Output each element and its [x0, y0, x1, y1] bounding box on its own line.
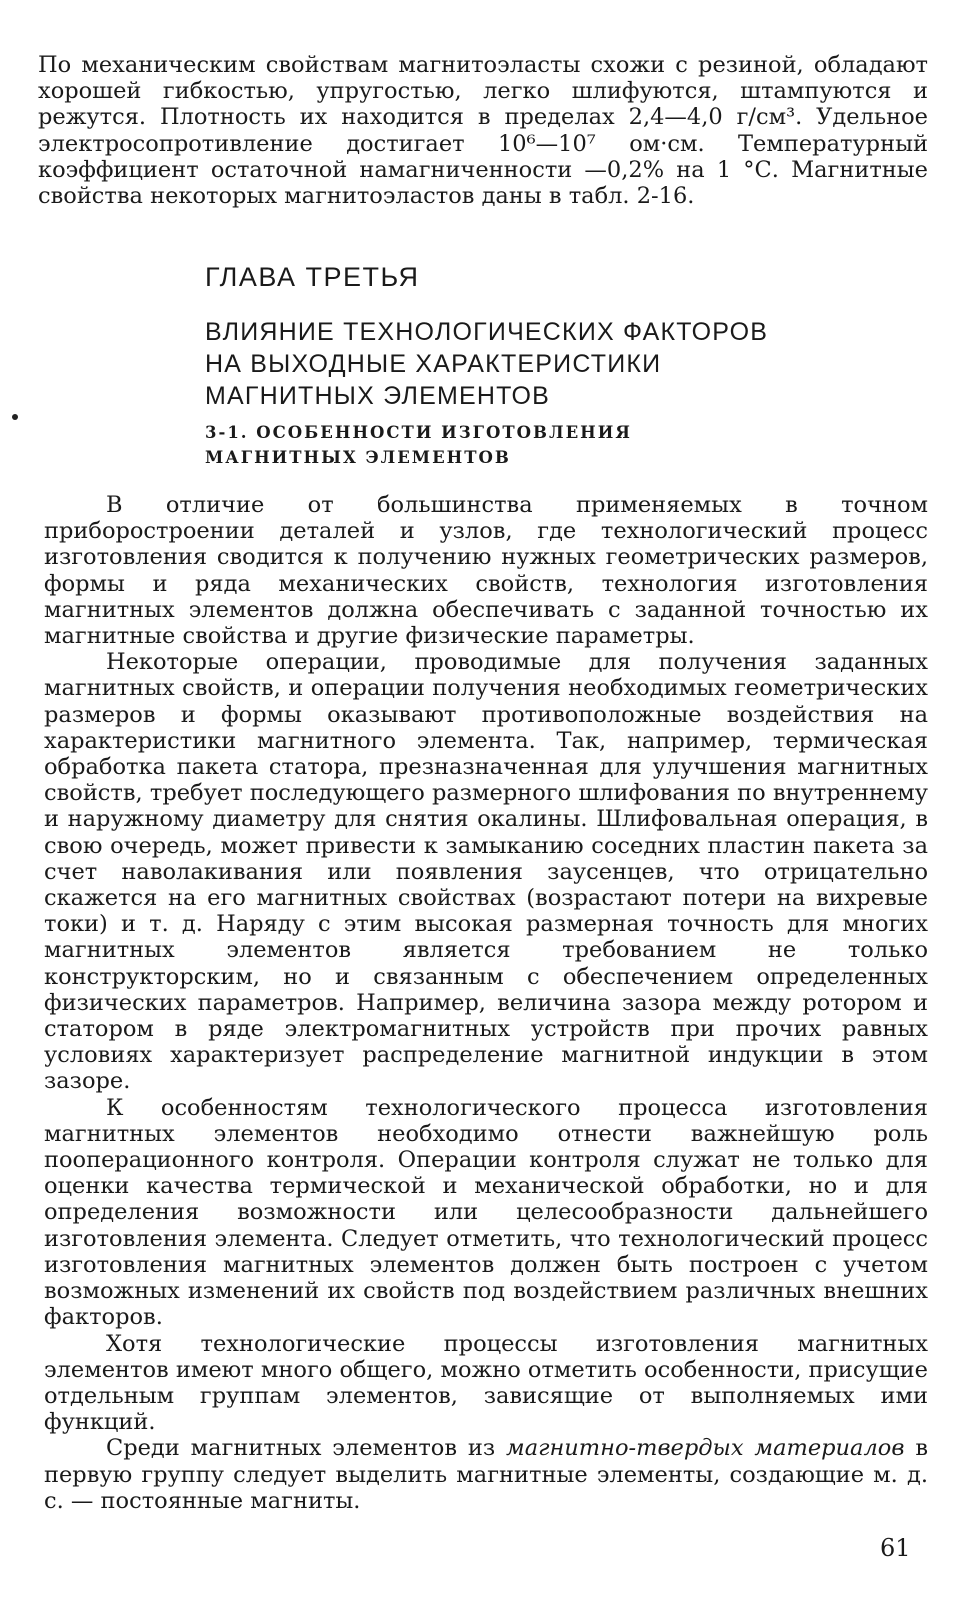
chapter-title-line: ВЛИЯНИЕ ТЕХНОЛОГИЧЕСКИХ ФАКТОРОВ — [205, 318, 769, 346]
section-title-line: МАГНИТНЫХ ЭЛЕМЕНТОВ — [205, 448, 511, 467]
intro-paragraph: По механическим свойствам магнитоэласты схожи с резиной, обладают хорошей гибкостью, упругостью, легко шлифуются, штампуются и режутся. Плотность их находится в пределах 2,4—4,0 г/см³. Удельное электросопротивление достигает 10⁶—10⁷ ом·см. Температурный коэффициент остаточной намагниченности —0,2% на 1 °С. Магнитные свойства некоторых магнитоэластов даны в табл. 2-16. — [38, 52, 928, 210]
section-title — [205, 420, 865, 470]
body-paragraph-last — [44, 1435, 928, 1514]
chapter-title-line: МАГНИТНЫХ ЭЛЕМЕНТОВ — [205, 382, 550, 410]
body-paragraph: В отличие от большинства применяемых в точном приборостроении деталей и узлов, где технологический процесс изготовления сводится к получению нужных геометрических размеров, формы и ряда механических свойств, технология изготовления магнитных элементов должна обеспечивать с заданной точностью их магнитные свойства и другие физические параметры. — [44, 492, 928, 650]
body-paragraph: Хотя технологические процессы изготовления магнитных элементов имеют много общего, можно отметить особенности, присущие отдельным группам элементов, зависящие от выполняемых ими функций. — [44, 1330, 928, 1436]
body-text — [44, 492, 928, 1514]
text-run: в первую группу следует выделить магнитные элементы, создающие м. д. с. — постоянные магниты. — [44, 1435, 928, 1514]
section-title-line: 3-1. ОСОБЕННОСТИ ИЗГОТОВЛЕНИЯ — [205, 423, 632, 442]
margin-dot — [12, 414, 18, 420]
intro-block — [38, 52, 928, 209]
chapter-label: ГЛАВА ТРЕТЬЯ — [205, 262, 420, 292]
chapter-title — [205, 316, 865, 412]
page-number: 61 — [880, 1534, 911, 1562]
body-paragraph: Некоторые операции, проводимые для получения заданных магнитных свойств, и операции получения необходимых геометрических размеров и формы оказывают противоположные воздействия на характеристики магнитного элемента. Так, например, термическая обработка пакета статора, презназначенная для улучшения магнитных свойств, требует последующего размерного шлифования по внутреннему и наружному диаметру для снятия окалины. Шлифовальная операция, в свою очередь, может привести к замыканию соседних пластин пакета за счет наволакивания или появления заусенцев, что отрицательно скажется на его магнитных свойствах (возрастают потери на вихревые токи) и т. д. Наряду с этим высокая размерная точность для многих магнитных элементов является требованием не только конструкторским, но и связанным с обеспечением определенных физических параметров. Например, величина зазора между ротором и статором в ряде электромагнитных устройств при прочих равных условиях характеризует распределение магнитной индукции в этом зазоре. — [44, 649, 928, 1095]
chapter-title-line: НА ВЫХОДНЫЕ ХАРАКТЕРИСТИКИ — [205, 350, 662, 378]
body-paragraph: К особенностям технологического процесса изготовления магнитных элементов необходимо отнести важнейшую роль пооперационного контроля. Операции контроля служат не только для оценки качества термической и механической обработки, но и для определения возможности или целесообразности дальнейшего изготовления элемента. Следует отметить, что технологический процесс изготовления магнитных элементов должен быть построен с учетом возможных изменений их свойств под воздействием различных внешних факторов. — [44, 1094, 928, 1331]
italic-term: магнитно-твердых материалов — [506, 1435, 905, 1462]
text-run: Среди магнитных элементов из — [106, 1435, 507, 1462]
